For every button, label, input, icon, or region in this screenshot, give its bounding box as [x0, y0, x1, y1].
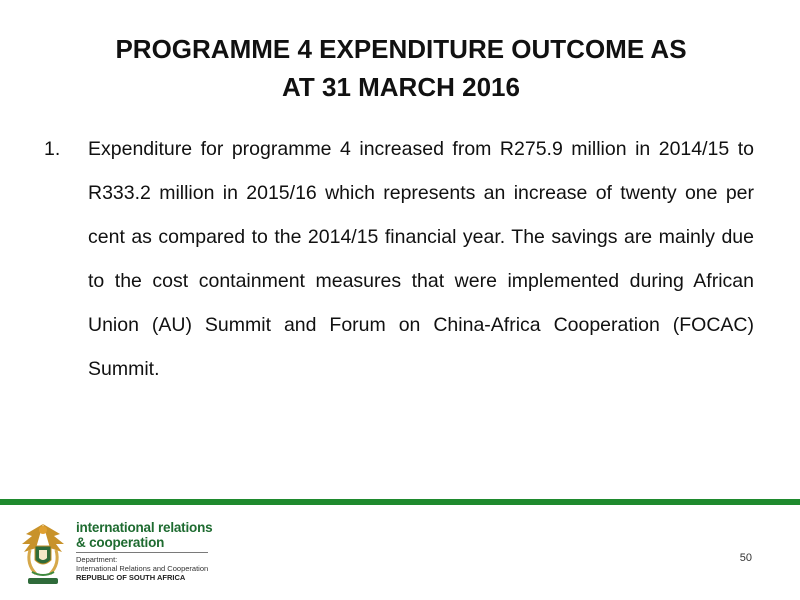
country-name: REPUBLIC OF SOUTH AFRICA	[76, 573, 186, 582]
list-item	[44, 127, 754, 391]
department-full-name: International Relations and Cooperation	[76, 564, 209, 573]
brand-line-2: & cooperation	[76, 535, 165, 550]
body-list	[44, 127, 754, 391]
brand-line-1: international relations	[76, 520, 213, 535]
coat-of-arms-icon	[18, 520, 68, 588]
page-number: 50	[739, 552, 752, 564]
footer-logo	[18, 520, 218, 588]
department-brand	[76, 520, 221, 582]
green-divider	[0, 499, 800, 505]
slide-title-line-1: PROGRAMME 4 EXPENDITURE OUTCOME AS	[115, 34, 687, 64]
brand-divider	[76, 552, 208, 553]
list-item-number: 1.	[44, 138, 61, 160]
slide-title-line-2: AT 31 MARCH 2016	[282, 72, 520, 102]
list-item-text: Expenditure for programme 4 increased from R275.9 million in 2014/15 to R333.2 million in 2015/16 which represents an increase of twenty one per cent as compared to the 2014/15 financial year. The savings are mainly due to the cost containment measures that were implemented during African Union (AU) Summit and Forum on China-Africa Cooperation (FOCAC) Summit.	[88, 138, 754, 380]
slide-title	[40, 30, 762, 106]
department-label: Department:	[76, 555, 118, 564]
